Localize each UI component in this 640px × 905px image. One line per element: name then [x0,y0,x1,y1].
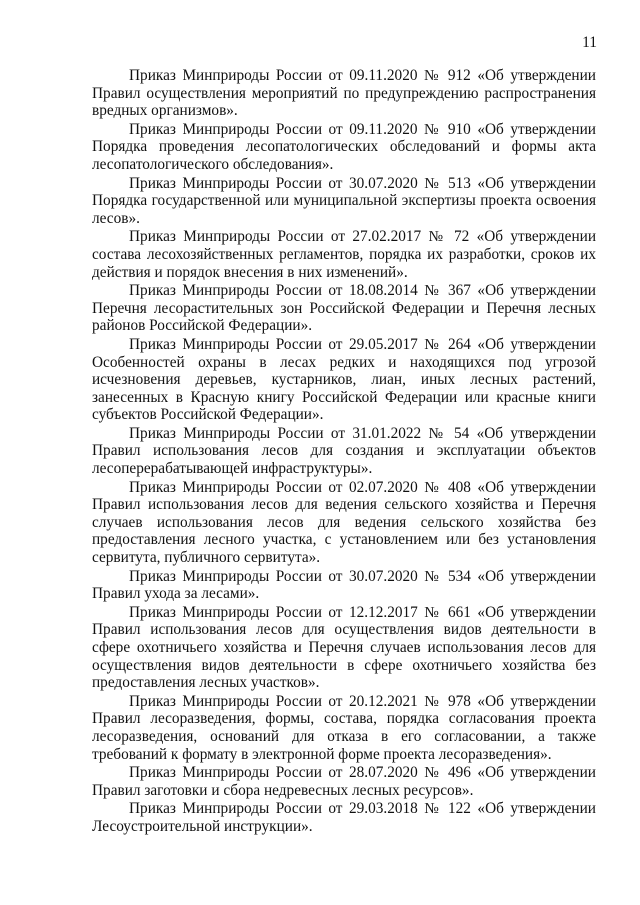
order-paragraph: Приказ Минприроды России от 20.12.2021 № 978 «Об утверждении Правил лесоразведения, формы, состава, порядка согласования проекта лесоразведения, оснований для отказа в его согласовании, а также требований к формату в электронной форме проекта лесоразведения». [92,692,596,763]
document-body [92,67,596,837]
order-paragraph: Приказ Минприроды России от 27.02.2017 № 72 «Об утверждении состава лесохозяйственных регламентов, порядка их разработки, сроков их действия и порядок внесения в них изменений». [92,228,596,281]
order-paragraph: Приказ Минприроды России от 28.07.2020 № 496 «Об утверждении Правил заготовки и сбора недревесных лесных ресурсов». [92,764,596,799]
order-paragraph: Приказ Минприроды России от 29.05.2017 № 264 «Об утверждении Особенностей охраны в лесах редких и находящихся под угрозой исчезновения деревьев, кустарников, лиан, иных лесных растений, занесенных в Красную книгу Российской Федерации или красные книги субъектов Российской Федерации». [92,335,596,424]
order-paragraph: Приказ Минприроды России от 31.01.2022 № 54 «Об утверждении Правил использования лесов для создания и эксплуатации объектов лесоперерабатывающей инфраструктуры». [92,424,596,478]
order-paragraph: Приказ Минприроды России от 09.11.2020 № 910 «Об утверждении Порядка проведения лесопатологических обследований и формы акта лесопатологического обследования». [92,120,596,173]
order-paragraph: Приказ Минприроды России от 18.08.2014 № 367 «Об утверждении Перечня лесорастительных зон Российской Федерации и Перечня лесных районов Российской Федерации». [92,282,596,335]
order-paragraph: Приказ Минприроды России от 12.12.2017 № 661 «Об утверждении Правил использования лесов для осуществления видов деятельности в сфере охотничьего хозяйства и Перечня случаев использования лесов для осуществления видов деятельности в сфере охотничьего хозяйства без предоставления лесных участков». [92,603,596,692]
order-paragraph: Приказ Минприроды России от 29.03.2018 № 122 «Об утверждении Лесоустроительной инструкции». [92,800,596,835]
order-paragraph: Приказ Минприроды России от 02.07.2020 № 408 «Об утверждении Правил использования лесов для ведения сельского хозяйства и Перечня случаев использования лесов для ведения сельского хозяйства без предоставления лесного участка, с установлением или без установления сервитута, публичного сервитута». [92,478,596,567]
order-paragraph: Приказ Минприроды России от 30.07.2020 № 534 «Об утверждении Правил ухода за лесами». [92,567,596,603]
order-paragraph: Приказ Минприроды России от 09.11.2020 № 912 «Об утверждении Правил осуществления мероприятий по предупреждению распространения вредных организмов». [92,67,596,120]
page-number: 11 [582,34,597,51]
order-paragraph: Приказ Минприроды России от 30.07.2020 № 513 «Об утверждении Порядка государственной или муниципальной экспертизы проекта освоения лесов». [92,174,596,227]
